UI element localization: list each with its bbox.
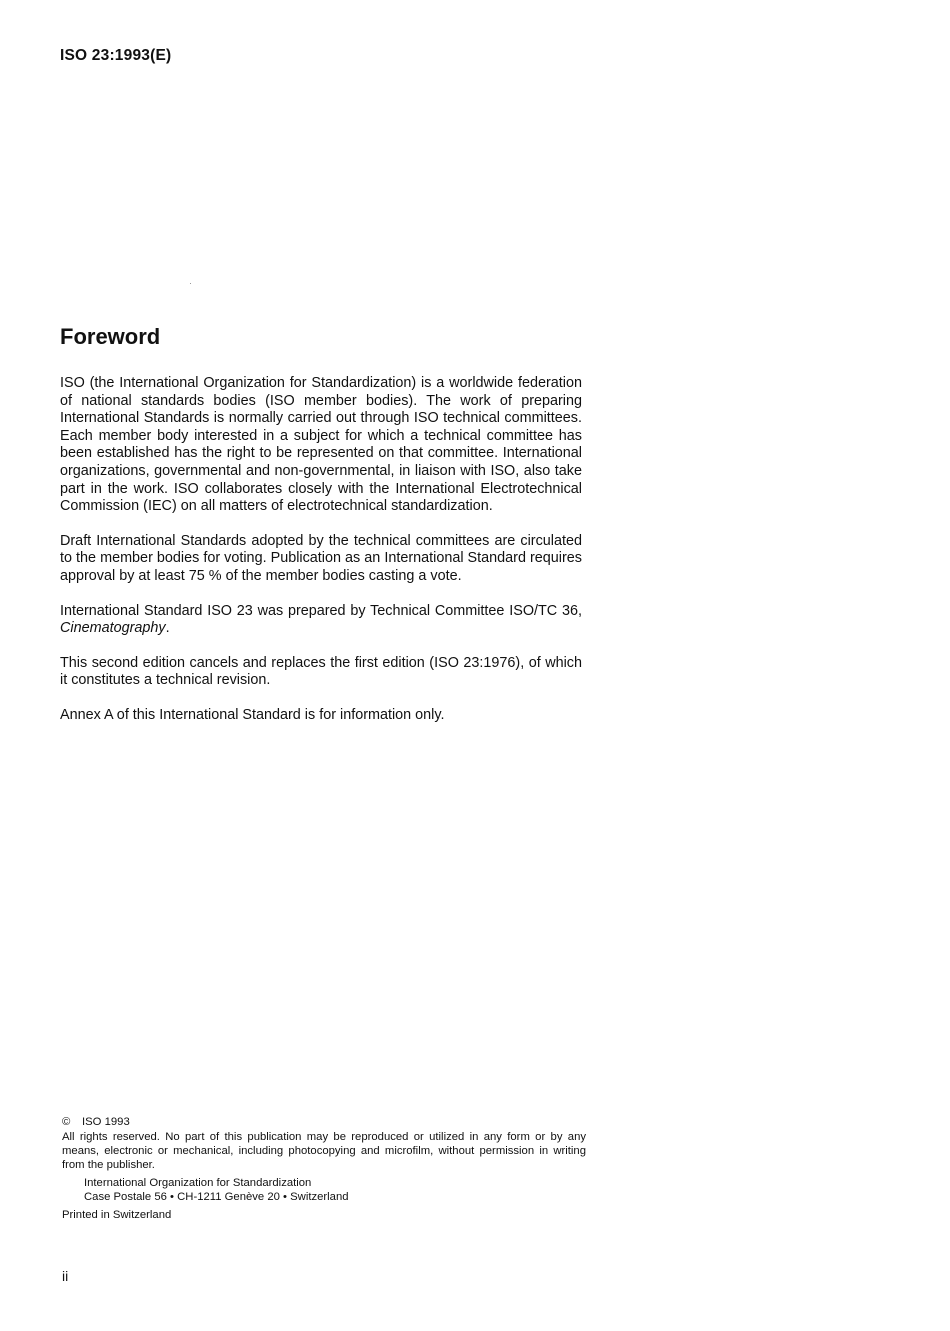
foreword-paragraph-1: ISO (the International Organization for Standardization) is a worldwide federation of national standards bodies (ISO member bodies). The work of preparing International Standards is normally carried out through ISO technical committees. Each member body interested in a subject for which a technical committee has been established has the right to be represented on that committee. International organizations, governmental and non-governmental, in liaison with ISO, also take part in the work. ISO collaborates closely with the International Electrotechnical Commission (IEC) on all matters of electrotechnical standardization. bbox=[60, 375, 582, 515]
foreword-paragraph-3-text: International Standard ISO 23 was prepared by Technical Committee ISO/TC 36, bbox=[60, 602, 582, 619]
publisher-name: International Organization for Standardization bbox=[84, 1177, 312, 1189]
foreword-title: Foreword bbox=[60, 324, 161, 349]
copyright-line bbox=[62, 1115, 586, 1129]
printed-location: Printed in Switzerland bbox=[62, 1209, 172, 1221]
rights-statement: All rights reserved. No part of this publication may be reproduced or utilized in any form or by any means, electronic or mechanical, including photocopying and microfilm, without permission in writing from the publisher. bbox=[62, 1131, 586, 1171]
copyright-notice: ISO 1993 bbox=[82, 1116, 130, 1128]
scan-speck bbox=[190, 283, 191, 284]
committee-name: Cinematography bbox=[60, 620, 166, 637]
foreword-paragraph-5: Annex A of this International Standard is for information only. bbox=[60, 706, 445, 723]
foreword-body bbox=[60, 375, 582, 742]
foreword-paragraph-4: This second edition cancels and replaces the first edition (ISO 23:1976), of which it constitutes a technical revision. bbox=[60, 654, 582, 689]
foreword-paragraph-3 bbox=[60, 603, 582, 638]
publisher-address bbox=[62, 1176, 586, 1204]
page-number: ii bbox=[62, 1268, 69, 1284]
copyright-block bbox=[62, 1115, 586, 1222]
copyright-icon: © bbox=[62, 1116, 71, 1128]
foreword-paragraph-2: Draft International Standards adopted by the technical committees are circulated to the member bodies for voting. Publication as an International Standard requires approval by at least 75 % of the member bodies casting a vote. bbox=[60, 532, 582, 584]
document-id-header: ISO 23:1993(E) bbox=[60, 47, 172, 64]
publisher-postal-address: Case Postale 56 • CH-1211 Genève 20 • Switzerland bbox=[84, 1191, 349, 1203]
foreword-paragraph-3-end: . bbox=[165, 620, 170, 637]
